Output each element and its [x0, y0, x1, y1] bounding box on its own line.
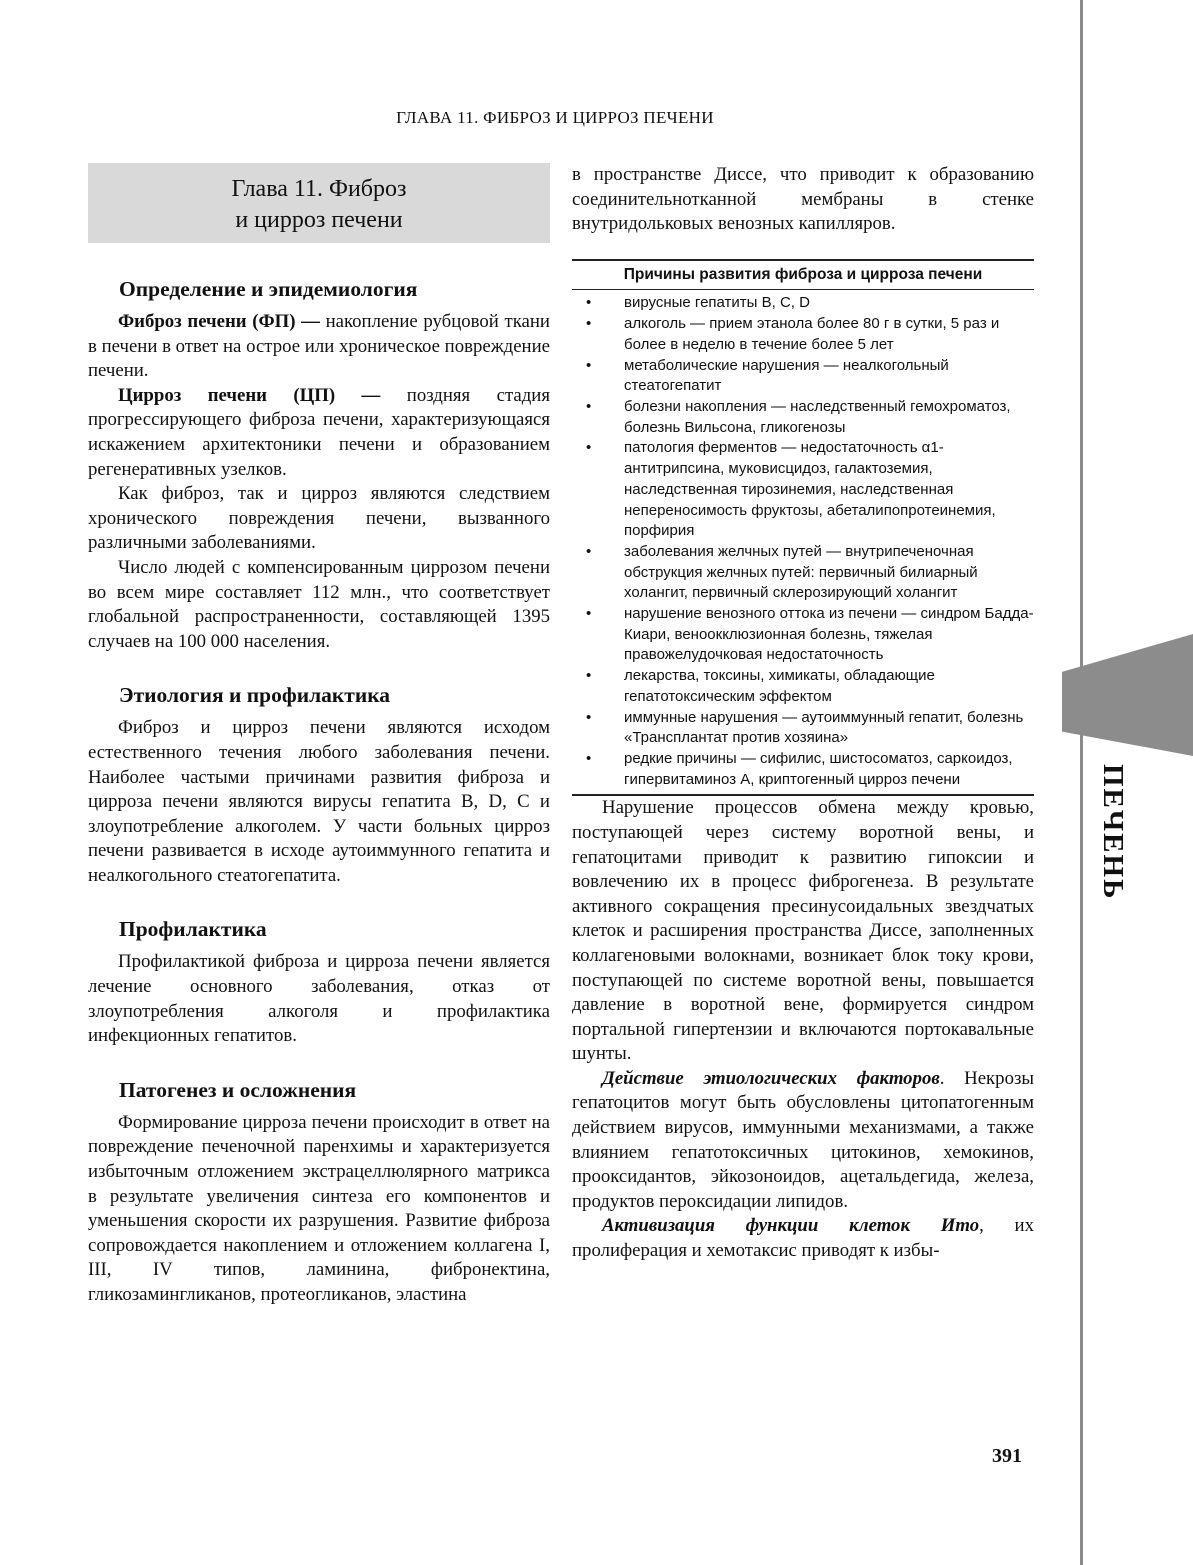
chapter-title-line2: и цирроз печени: [235, 207, 403, 233]
paragraph-consequence: Как фиброз, так и цирроз являются следствием хронического повреждения печени, вызванного различными заболеваниями.: [88, 483, 550, 554]
text-ito-cells: , их пролиферация и хемотаксис приводят к избы-: [572, 1215, 1034, 1262]
paragraph-etiology: Фиброз и цирроз печени являются исходом естественного течения любого заболевания печени. Наиболее частыми причинами развития фиброза и цирроза печени являются вирусы гепатита В, D, С и злоупотребление алкоголем. У части больных цирроз печени развивается в исходе аутоиммунного гепатита и неалкогольного стеатогепатита.: [88, 717, 550, 886]
right-column: [572, 163, 1034, 1264]
section-heading-prevention: Профилактика: [119, 917, 267, 942]
paragraph-ito-cells: [572, 1214, 1034, 1263]
paragraph-continuation: в пространстве Диссе, что приводит к образованию соединительнотканной мембраны в стенке внутридольковых венозных капилляров.: [572, 164, 1034, 235]
subhead-etiological-factors: Действие этиологических факторов: [602, 1067, 940, 1089]
causes-list-item: • лекарства, токсины, химикаты, обладающие гепатотоксическим эффектом: [572, 666, 1034, 707]
paragraph-pathogenesis: Формирование цирроза печени происходит в ответ на повреждение печеночной паренхимы и характеризуется избыточным отложением экстрацеллюлярного матрикса в результате увеличения синтеза его компонентов и уменьшения скорости их разрушения. Развитие фиброза сопровождается накоплением и отложением коллагена I, III, IV типов, ламинина, фибронектина, гликозамингликанов, протеогликанов, эластина: [88, 1111, 550, 1305]
causes-list-item: • иммунные нарушения — аутоиммунный гепатит, болезнь «Трансплантат против хозяина»: [572, 708, 1034, 749]
term-cirrhosis: Цирроз печени (ЦП) —: [118, 384, 381, 406]
page-edge-rule: [1080, 0, 1083, 1565]
running-head: ГЛАВА 11. ФИБРОЗ И ЦИРРОЗ ПЕЧЕНИ: [396, 108, 714, 127]
causes-list-item: • болезни накопления — наследственный гемохроматоз, болезнь Вильсона, гликогенозы: [572, 397, 1034, 438]
causes-list: [572, 290, 1034, 794]
causes-list-item: • вирусные гепатиты В, С, D: [572, 293, 1034, 314]
left-column: [88, 163, 550, 1308]
text-cirrhosis: поздняя стадия прогрессирующего фиброза печени, характеризующаяся искажением архитектоники печени и образованием регенеративных узелков.: [88, 384, 550, 480]
causes-list-item: • нарушение венозного оттока из печени — синдром Бадда-Киари, веноокклюзионная болезнь, тяжелая правожелудочковая недостаточность: [572, 604, 1034, 666]
paragraph-etiological-factors: [572, 1067, 1034, 1215]
term-fibrosis: Фиброз печени (ФП) —: [118, 311, 320, 332]
text-etiological-factors: . Некрозы гепатоцитов могут быть обусловлены цитопатогенным действием вирусов, иммунными механизмами, а также влиянием гепатотоксичных цитокинов, хемокинов, прооксидантов, эйкозоноидов, ацетальдегида, железа, продуктов пероксидации липидов.: [572, 1067, 1034, 1212]
subhead-ito-cells: Активизация функции клеток Ито: [602, 1215, 980, 1237]
paragraph-cirrhosis-definition: [88, 384, 550, 482]
paragraph-fibrosis-definition: [88, 310, 550, 384]
chapter-title-line1: Глава 11. Фиброз: [231, 176, 407, 202]
section-heading-definition: Определение и эпидемиология: [119, 277, 418, 301]
paragraph-epidemiology: Число людей с компенсированным циррозом печени во всем мире составляет 112 млн., что соответствует глобальной распространенности, составляющей 1395 случаев на 100 000 населения.: [88, 556, 550, 652]
page-number: 391: [992, 1445, 1022, 1467]
section-heading-etiology: Этиология и профилактика: [119, 683, 391, 708]
causes-table: [572, 259, 1034, 797]
paragraph-prevention: Профилактикой фиброза и цирроза печени является лечение основного заболевания, отказ от злоупотребления алкоголя и профилактика инфекционных гепатитов.: [88, 951, 550, 1047]
paragraph-portal-hypertension: Нарушение процессов обмена между кровью, поступающей через систему воротной вены, и гепатоцитами приводит к развитию гипоксии и вовлечению их в процесс фиброгенеза. В результате активного сокращения пресинусоидальных звездчатых клеток и расширения пространства Диссе, заполненных коллагеновыми волокнами, возникает блок току крови, поступающей по системе воротной вены, повышается давление в воротной вене, формируется синдром портальной гипертензии и включаются портокавальные шунты.: [572, 797, 1034, 1065]
causes-list-item: • редкие причины — сифилис, шистосоматоз, саркоидоз, гипервитаминоз А, криптогенный цирроз печени: [572, 749, 1034, 790]
section-heading-pathogenesis: Патогенез и осложнения: [119, 1077, 357, 1102]
causes-list-item: • заболевания желчных путей — внутрипеченочная обструкция желчных путей: первичный билиарный холангит, первичный склерозирующий холангит: [572, 542, 1034, 604]
chapter-title-box: [88, 163, 550, 243]
causes-list-item: • алкоголь — прием этанола более 80 г в сутки, 5 раз и более в неделю в течение более 5 лет: [572, 314, 1034, 355]
causes-list-item: • патология ферментов — недостаточность α1-антитрипсина, муковисцидоз, галактоземия, наследственная тирозинемия, наследственная непереносимость фруктозы, абеталипопротеинемия, порфирия: [572, 438, 1034, 542]
thumb-index-label: ПЕЧЕНЬ: [1097, 763, 1129, 901]
causes-list-item: • метаболические нарушения — неалкогольный стеатогепатит: [572, 356, 1034, 397]
causes-table-title: Причины развития фиброза и цирроза печени: [572, 261, 1034, 291]
text-fibrosis: накопление рубцовой ткани в печени в ответ на острое или хроническое повреждение печени.: [88, 311, 550, 382]
